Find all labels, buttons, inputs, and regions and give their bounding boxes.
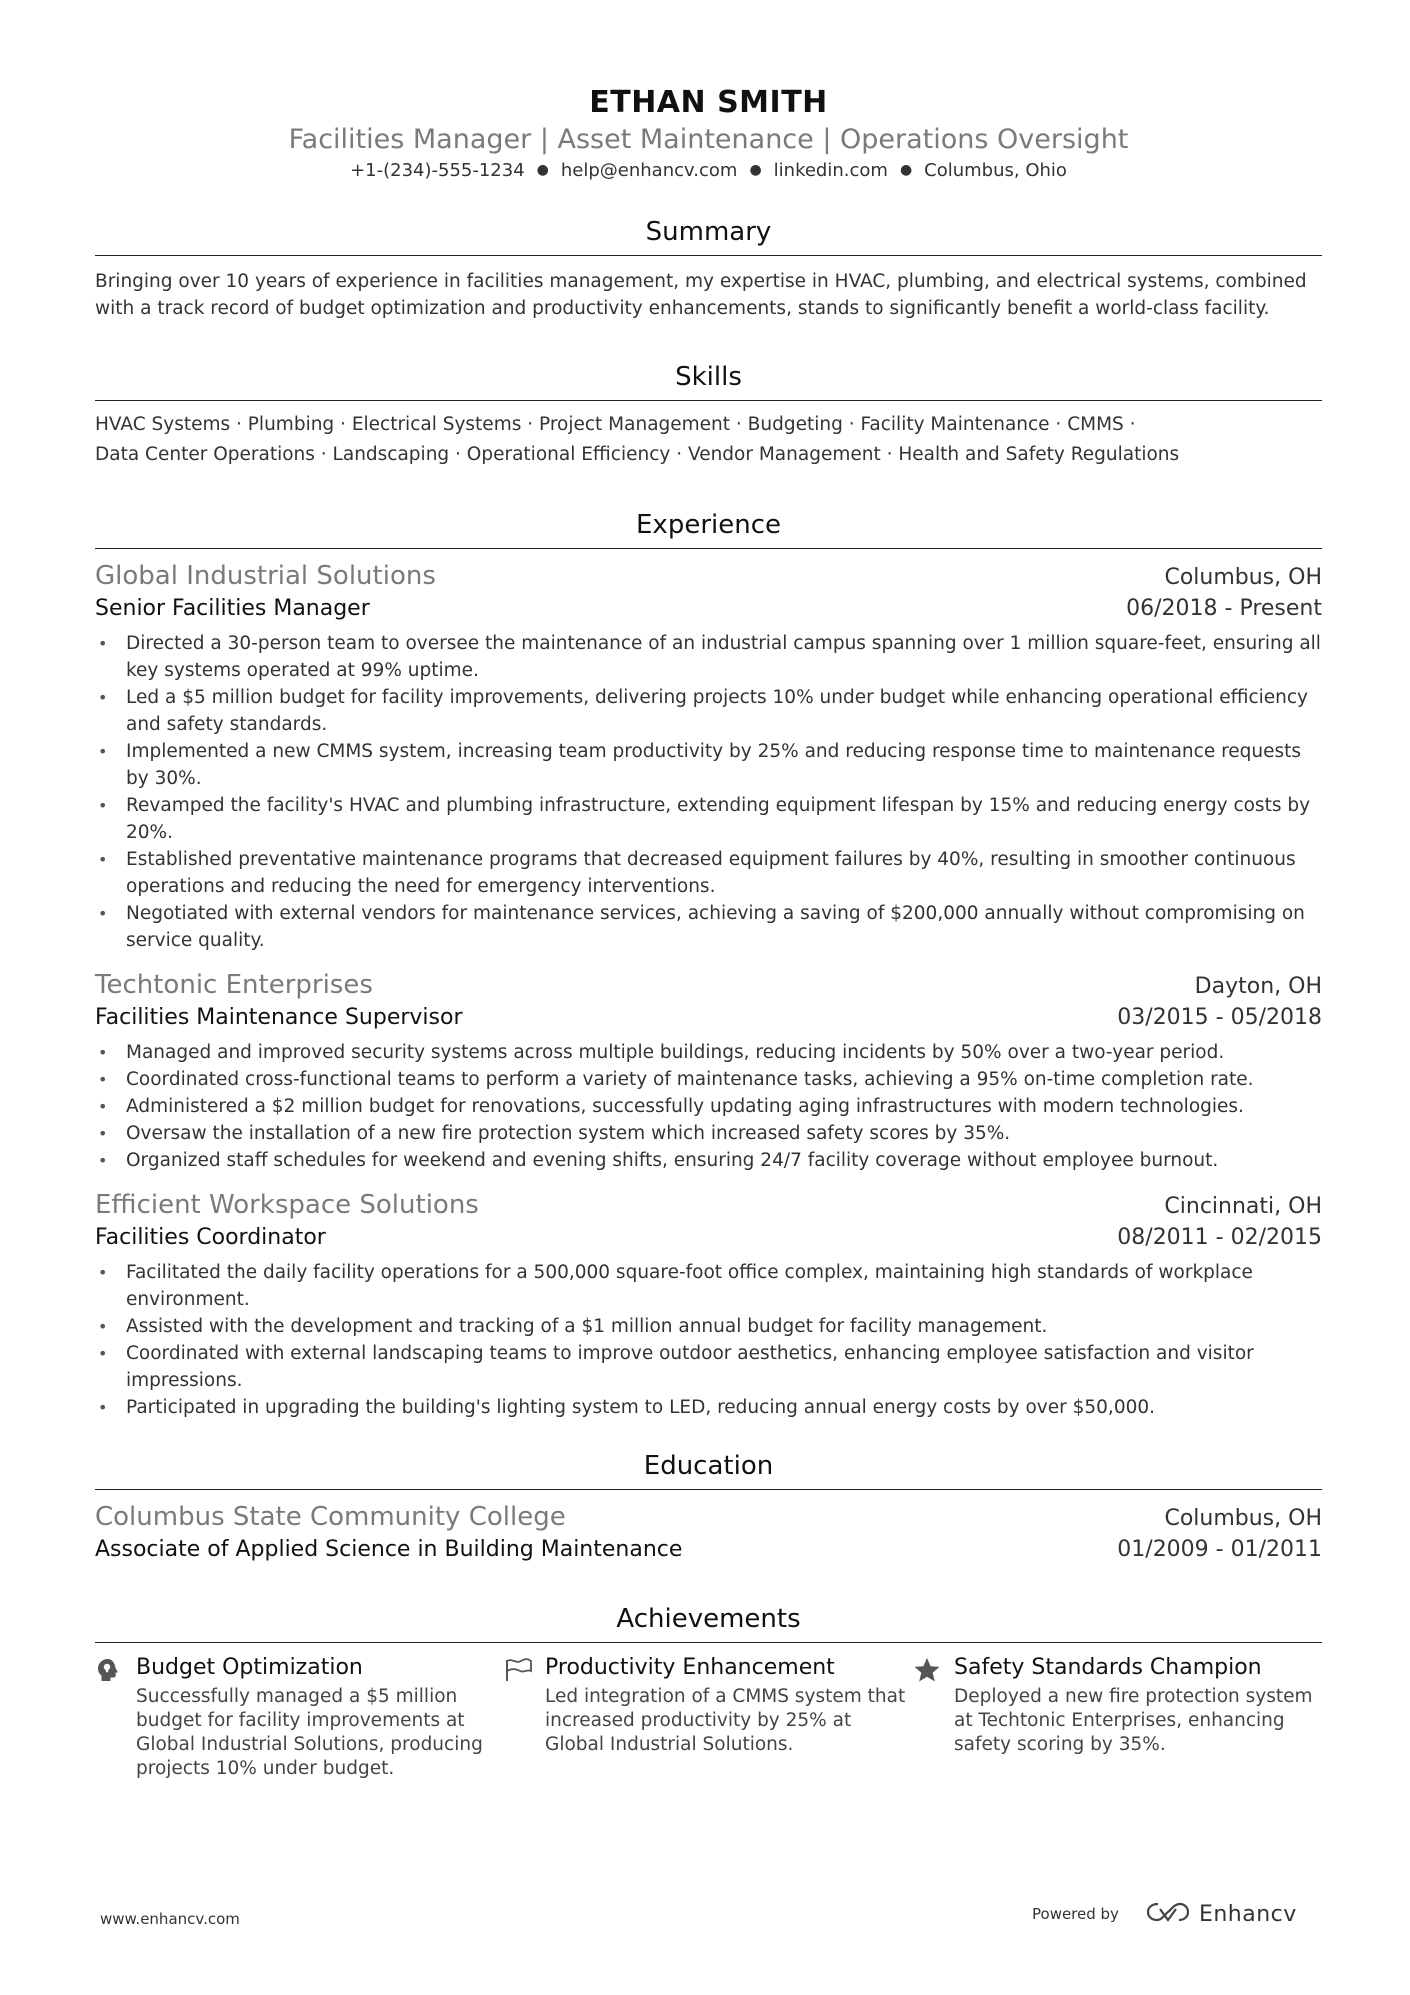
achievement-desc: Deployed a new fire protection system at Techtonic Enterprises, enhancing safety scoring by 35%. <box>954 1686 1313 1755</box>
resume-page <box>95 0 1322 1995</box>
phone: +1-(234)-555-1234 <box>350 160 525 181</box>
bullet-item: • Facilitated the daily facility operations for a 500,000 square-foot office complex, maintaining high standards of workplace environment. <box>95 1259 1322 1313</box>
achievement-title: Budget Optimization <box>136 1655 363 1680</box>
section-title-achievements: Achievements <box>95 1602 1322 1643</box>
bullet-item: • Led a $5 million budget for facility improvements, delivering projects 10% under budget while enhancing operational efficiency and safety standards. <box>95 684 1322 738</box>
education-dates: 01/2009 - 01/2011 <box>1117 1537 1322 1562</box>
bullet-item: • Implemented a new CMMS system, increasing team productivity by 25% and reducing response time to maintenance requests by 30%. <box>95 738 1322 792</box>
candidate-subtitle: Facilities Manager | Asset Maintenance | Operations Oversight <box>288 124 1129 155</box>
bullet-item: • Participated in upgrading the building's lighting system to LED, reducing annual energy costs by over $50,000. <box>95 1394 1322 1421</box>
skills-line: Data Center Operations · Landscaping · Operational Efficiency · Vendor Management · Health and Safety Regulations <box>95 444 1180 465</box>
achievement-desc: Successfully managed a $5 million budget for facility improvements at Global Industrial Solutions, producing projects 10% under budget. <box>136 1686 483 1779</box>
enhancv-logo-icon <box>1145 1900 1191 1928</box>
job-location: Columbus, OH <box>1164 565 1322 590</box>
job-role: Facilities Maintenance Supervisor <box>95 1005 463 1030</box>
school-location: Columbus, OH <box>1164 1506 1322 1531</box>
job-bullets <box>95 1039 1322 1174</box>
job-dates: 06/2018 - Present <box>1126 596 1322 621</box>
company-name: Global Industrial Solutions <box>95 561 436 591</box>
job-dates: 08/2011 - 02/2015 <box>1117 1225 1322 1250</box>
job-bullets <box>95 1259 1322 1421</box>
experience-section <box>95 508 1322 1421</box>
contact-line <box>95 158 1322 185</box>
job-bullets <box>95 630 1322 954</box>
achievement-item <box>504 1653 913 1781</box>
bullet-item: • Organized staff schedules for weekend and evening shifts, ensuring 24/7 facility coverage without employee burnout. <box>95 1147 1322 1174</box>
job-entry <box>95 559 1322 954</box>
bullet-item: • Directed a 30-person team to oversee the maintenance of an industrial campus spanning over 1 million square-feet, ensuring all key systems operated at 99% uptime. <box>95 630 1322 684</box>
school-name: Columbus State Community College <box>95 1502 566 1532</box>
skills-section <box>95 360 1322 470</box>
location: Columbus, Ohio <box>924 160 1067 181</box>
separator-dot: ● <box>749 162 762 178</box>
achievements-section <box>95 1602 1322 1781</box>
achievement-item <box>913 1653 1322 1781</box>
email: help@enhancv.com <box>560 160 738 181</box>
job-location: Dayton, OH <box>1194 974 1322 999</box>
section-title-experience: Experience <box>95 508 1322 549</box>
bullet-item: • Oversaw the installation of a new fire protection system which increased safety scores by 35%. <box>95 1120 1322 1147</box>
company-name: Efficient Workspace Solutions <box>95 1190 479 1220</box>
footer-branding <box>1032 1900 1297 1928</box>
bullet-item: • Managed and improved security systems across multiple buildings, reducing incidents by 50% over a two-year period. <box>95 1039 1322 1066</box>
resume-header <box>95 0 1322 185</box>
job-entry <box>95 968 1322 1174</box>
bullet-item: • Revamped the facility's HVAC and plumbing infrastructure, extending equipment lifespan by 15% and reducing energy costs by 20%. <box>95 792 1322 846</box>
job-dates: 03/2015 - 05/2018 <box>1117 1005 1322 1030</box>
star-icon <box>913 1653 954 1781</box>
powered-by-label: Powered by <box>1032 1905 1119 1923</box>
achievement-item <box>95 1653 504 1781</box>
education-section <box>95 1449 1322 1566</box>
brand-name: Enhancv <box>1198 1901 1297 1927</box>
section-title-education: Education <box>95 1449 1322 1490</box>
bullet-item: • Coordinated cross-functional teams to perform a variety of maintenance tasks, achieving a 95% on-time completion rate. <box>95 1066 1322 1093</box>
flag-icon <box>504 1653 545 1781</box>
job-role: Facilities Coordinator <box>95 1225 326 1250</box>
achievement-desc: Led integration of a CMMS system that increased productivity by 25% at Global Industrial Solutions. <box>545 1686 906 1755</box>
summary-section <box>95 215 1322 322</box>
separator-dot: ● <box>899 162 913 178</box>
job-entry <box>95 1188 1322 1421</box>
bullet-item: • Established preventative maintenance programs that decreased equipment failures by 40%, resulting in smoother continuous operations and reducing the need for emergency interventions. <box>95 846 1322 900</box>
separator-dot: ● <box>536 162 549 178</box>
skills-line: HVAC Systems · Plumbing · Electrical Systems · Project Management · Budgeting · Facility Maintenance · CMMS · <box>95 414 1136 435</box>
linkedin: linkedin.com <box>773 160 888 181</box>
achievements-grid <box>95 1653 1322 1781</box>
achievement-title: Safety Standards Champion <box>954 1655 1262 1680</box>
achievement-title: Productivity Enhancement <box>545 1655 835 1680</box>
job-role: Senior Facilities Manager <box>95 596 370 621</box>
footer-website[interactable]: www.enhancv.com <box>100 1910 240 1928</box>
bullet-item: • Assisted with the development and tracking of a $1 million annual budget for facility management. <box>95 1313 1322 1340</box>
section-title-skills: Skills <box>95 360 1322 401</box>
summary-text: Bringing over 10 years of experience in facilities management, my expertise in HVAC, plumbing, and electrical systems, combined with a track record of budget optimization and productivity enhancements, stands to significantly benefit a world-class facility. <box>95 271 1307 319</box>
lightbulb-head-icon <box>95 1653 136 1781</box>
bullet-item: • Administered a $2 million budget for renovations, successfully updating aging infrastructures with modern technologies. <box>95 1093 1322 1120</box>
skills-list <box>95 410 1322 470</box>
education-entry <box>95 1500 1322 1566</box>
job-location: Cincinnati, OH <box>1164 1194 1322 1219</box>
section-title-summary: Summary <box>95 215 1322 256</box>
degree: Associate of Applied Science in Building Maintenance <box>95 1537 683 1562</box>
company-name: Techtonic Enterprises <box>95 970 373 1000</box>
candidate-name: ETHAN SMITH <box>589 85 828 120</box>
bullet-item: • Coordinated with external landscaping teams to improve outdoor aesthetics, enhancing employee satisfaction and visitor impressions. <box>95 1340 1322 1394</box>
bullet-item: • Negotiated with external vendors for maintenance services, achieving a saving of $200,000 annually without compromising on service quality. <box>95 900 1322 954</box>
